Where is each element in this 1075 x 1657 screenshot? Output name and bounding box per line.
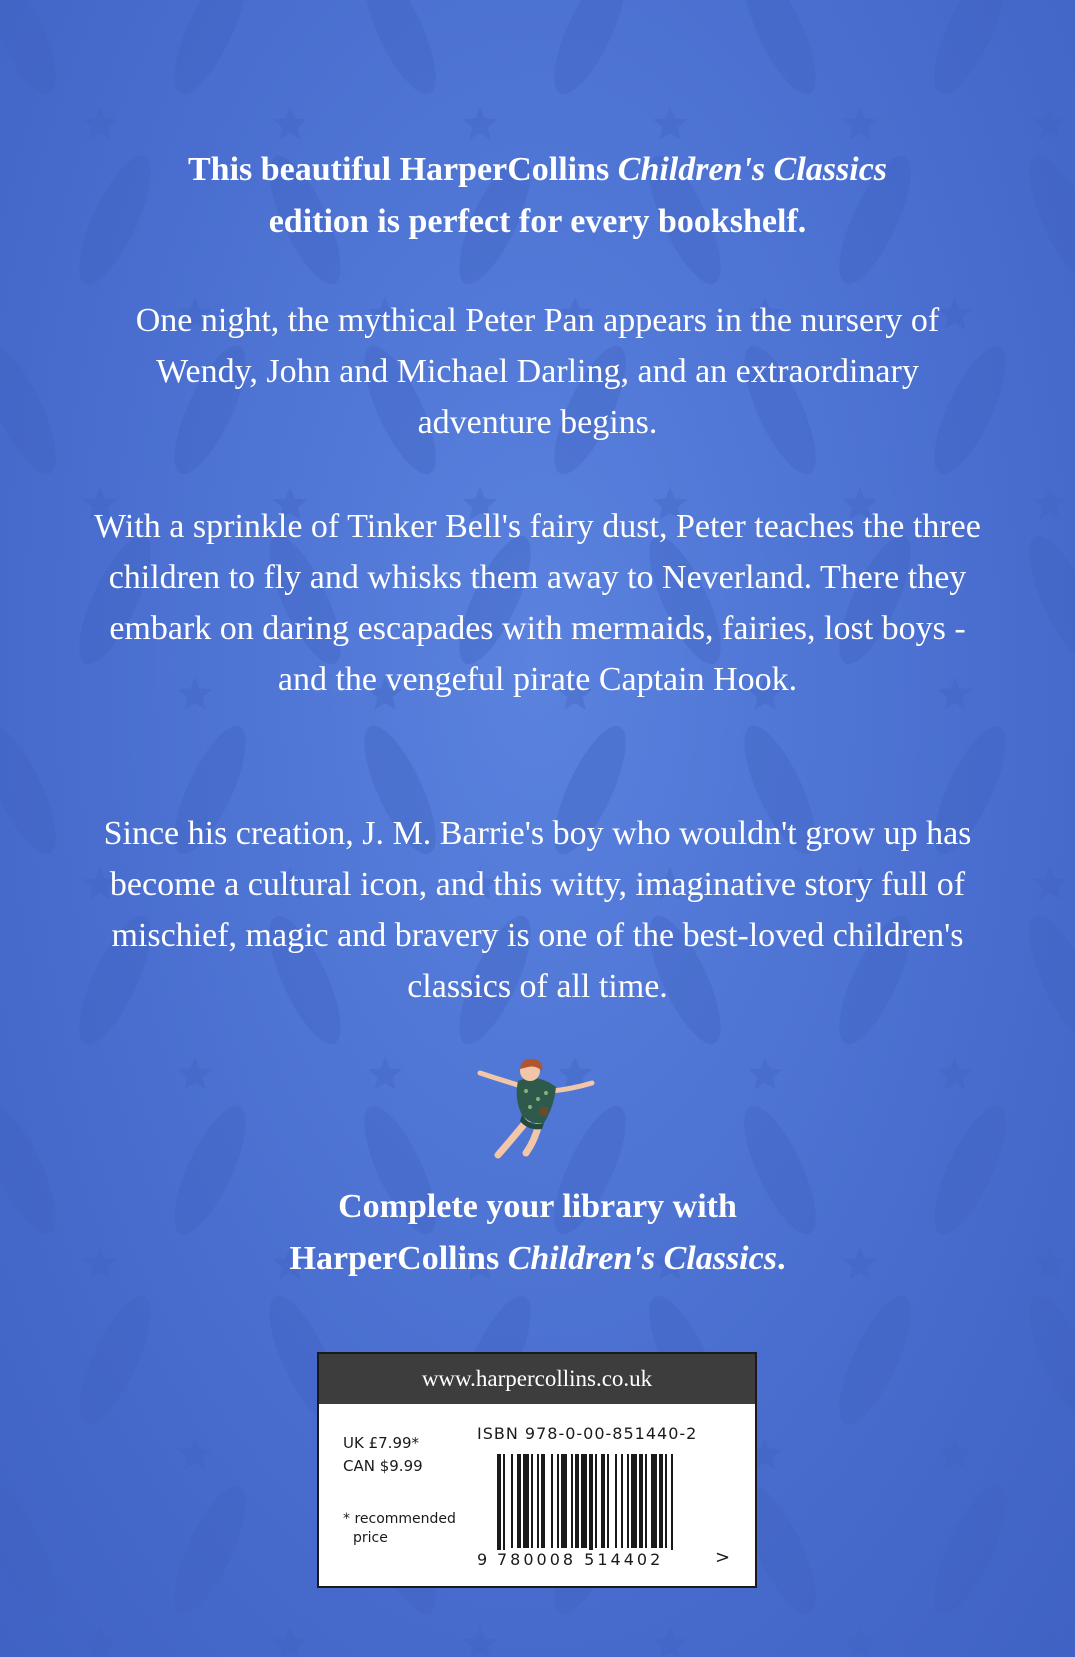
barcode-bar xyxy=(557,1454,559,1548)
barcode-bar xyxy=(607,1454,609,1548)
barcode-bar xyxy=(665,1454,667,1548)
pattern-feather xyxy=(920,0,1019,103)
pattern-feather xyxy=(160,0,259,103)
recommended-price-note xyxy=(343,1510,456,1548)
pattern-feather xyxy=(825,1287,924,1432)
pattern-feather xyxy=(540,0,639,103)
pattern-feather xyxy=(1015,527,1075,672)
barcode-bar xyxy=(645,1454,647,1548)
pattern-star xyxy=(938,1057,972,1090)
barcode-bar xyxy=(575,1454,579,1548)
barcode-bar xyxy=(627,1454,629,1548)
pattern-feather xyxy=(1015,1287,1075,1432)
blurb-paragraph-3: Since his creation, J. M. Barrie's boy who wouldn't grow up has become a cultural icon, and this witty, imaginative story full of mischief, magic and bravery is one of the best-loved children's classics of all time. xyxy=(103,815,972,1005)
barcode-bar xyxy=(571,1454,573,1548)
barcode-bar xyxy=(551,1454,553,1548)
blurb-paragraph-1: One night, the mythical Peter Pan appears in the nursery of Wendy, John and Michael Darling, and an extraordinary adventure begins. xyxy=(135,302,940,441)
pattern-star xyxy=(843,107,877,140)
pattern-feather xyxy=(0,0,70,103)
pattern-star xyxy=(178,1057,212,1090)
pattern-star xyxy=(83,107,117,140)
price-list xyxy=(343,1432,423,1478)
pattern-star xyxy=(273,1627,307,1657)
closing-line2-post: . xyxy=(776,1240,786,1277)
pattern-star xyxy=(653,1627,687,1657)
pattern-feather xyxy=(65,1287,164,1432)
barcode-bar xyxy=(631,1454,637,1548)
isbn-number: ISBN 978-0-00-851440-2 xyxy=(477,1424,698,1443)
pattern-star xyxy=(1033,1627,1067,1657)
barcode-bar xyxy=(503,1454,505,1562)
pattern-feather xyxy=(0,717,70,862)
tagline-series-name: Children's Classics xyxy=(617,151,888,188)
barcode-end-marker: > xyxy=(715,1547,731,1568)
barcode-bar xyxy=(517,1454,521,1548)
pattern-star xyxy=(1033,867,1067,900)
barcode-digit-first: 9 xyxy=(477,1550,488,1569)
barcode-bar xyxy=(651,1454,657,1548)
barcode-icon xyxy=(497,1454,727,1562)
pattern-star xyxy=(1033,107,1067,140)
blurb-paragraph-2: With a sprinkle of Tinker Bell's fairy dust, Peter teaches the three children to fly and whisks them away to Neverland. There they embark on daring escapades with mermaids, fairies, lost boys - and the vengeful pirate Captain Hook. xyxy=(94,508,981,698)
pattern-star xyxy=(1033,487,1067,520)
pattern-star xyxy=(273,107,307,140)
barcode-bar xyxy=(621,1454,623,1548)
barcode-bar xyxy=(541,1454,545,1548)
barcode-bar xyxy=(523,1454,529,1548)
barcode-bar xyxy=(511,1454,513,1548)
pattern-feather xyxy=(920,1477,1019,1622)
barcode-panel xyxy=(317,1352,757,1588)
closing-tagline xyxy=(0,1181,1075,1285)
barcode-bar xyxy=(659,1454,663,1548)
barcode-digits: 780008 514402 xyxy=(497,1550,707,1569)
closing-line1: Complete your library with xyxy=(338,1188,737,1225)
price-can: CAN $9.99 xyxy=(343,1457,423,1475)
barcode-bar xyxy=(537,1454,539,1548)
closing-series-name: Children's Classics xyxy=(507,1240,777,1277)
publisher-url: www.harpercollins.co.uk xyxy=(319,1354,755,1404)
barcode-bar xyxy=(601,1454,605,1548)
barcode-bar xyxy=(639,1454,643,1548)
barcode-bar xyxy=(531,1454,533,1548)
pattern-star xyxy=(843,1627,877,1657)
barcode-bar xyxy=(595,1454,597,1548)
pattern-feather xyxy=(0,1477,70,1622)
barcode-bar xyxy=(497,1454,501,1562)
pattern-feather xyxy=(0,337,70,482)
tagline-line2: edition is perfect for every bookshelf. xyxy=(268,203,807,240)
pattern-feather xyxy=(350,0,449,103)
barcode-bar xyxy=(615,1454,617,1548)
pattern-star xyxy=(83,1627,117,1657)
pattern-star xyxy=(463,107,497,140)
barcode-bar xyxy=(671,1454,673,1562)
tagline-line1-pre: This beautiful HarperCollins xyxy=(187,151,618,188)
flying-peter-pan-icon xyxy=(460,1055,620,1165)
price-uk: UK £7.99* xyxy=(343,1434,420,1452)
pattern-star xyxy=(938,1437,972,1470)
pattern-star xyxy=(178,1437,212,1470)
note-line2: price xyxy=(353,1530,388,1546)
pattern-feather xyxy=(160,1477,259,1622)
note-line1: * recommended xyxy=(343,1511,456,1527)
tagline xyxy=(0,144,1075,248)
pattern-star xyxy=(748,1057,782,1090)
pattern-star xyxy=(368,1057,402,1090)
closing-line2-pre: HarperCollins xyxy=(289,1240,508,1277)
pattern-star xyxy=(463,1627,497,1657)
pattern-feather xyxy=(730,0,829,103)
barcode-bar xyxy=(561,1454,567,1548)
pattern-feather xyxy=(1015,907,1075,1052)
pattern-star xyxy=(653,107,687,140)
barcode-bar xyxy=(589,1454,593,1562)
barcode-bar xyxy=(581,1454,587,1548)
